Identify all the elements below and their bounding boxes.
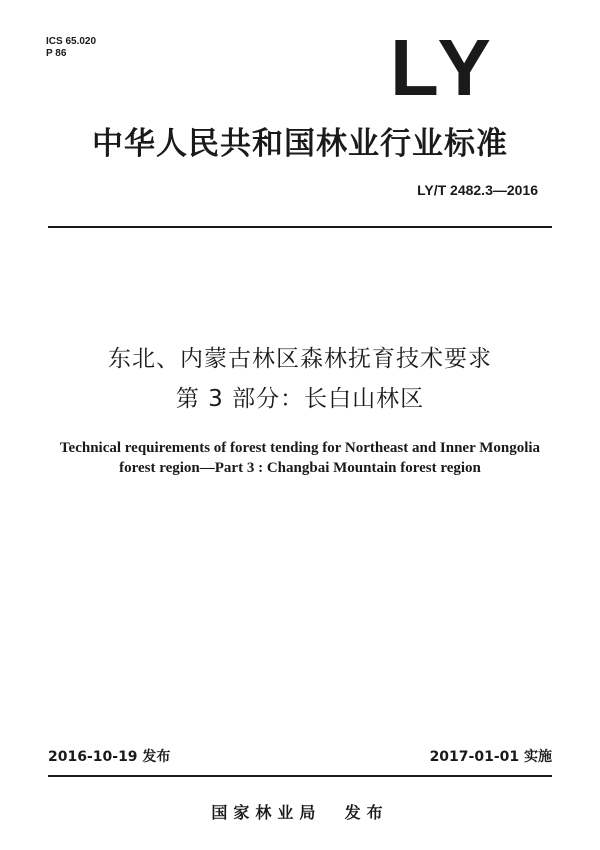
english-title-line-2: forest region—Part 3 : Changbai Mountain forest region	[119, 460, 481, 476]
ics-code: ICS 65.020	[46, 36, 97, 47]
classification-codes	[46, 36, 96, 60]
chinese-title-line-1: 东北、内蒙古林区森林抚育技术要求	[108, 346, 492, 372]
top-divider	[48, 226, 552, 228]
ccs-code: P 86	[46, 48, 67, 59]
issuing-authority: 国家林业局 发布	[211, 803, 389, 822]
implementation-date: 2017-01-01 实施	[429, 749, 552, 765]
english-title-line-1: Technical requirements of forest tending for Northeast and Inner Mongolia	[59, 440, 541, 456]
standard-logo: LY	[390, 23, 497, 112]
bottom-divider	[48, 775, 552, 777]
release-date: 2016-10-19 发布	[48, 749, 171, 765]
standard-category-title: 中华人民共和国林业行业标准	[92, 126, 508, 162]
chinese-title-line-2: 第 3 部分：长白山林区	[175, 386, 425, 412]
standard-number: LY/T 2482.3—2016	[417, 182, 538, 198]
